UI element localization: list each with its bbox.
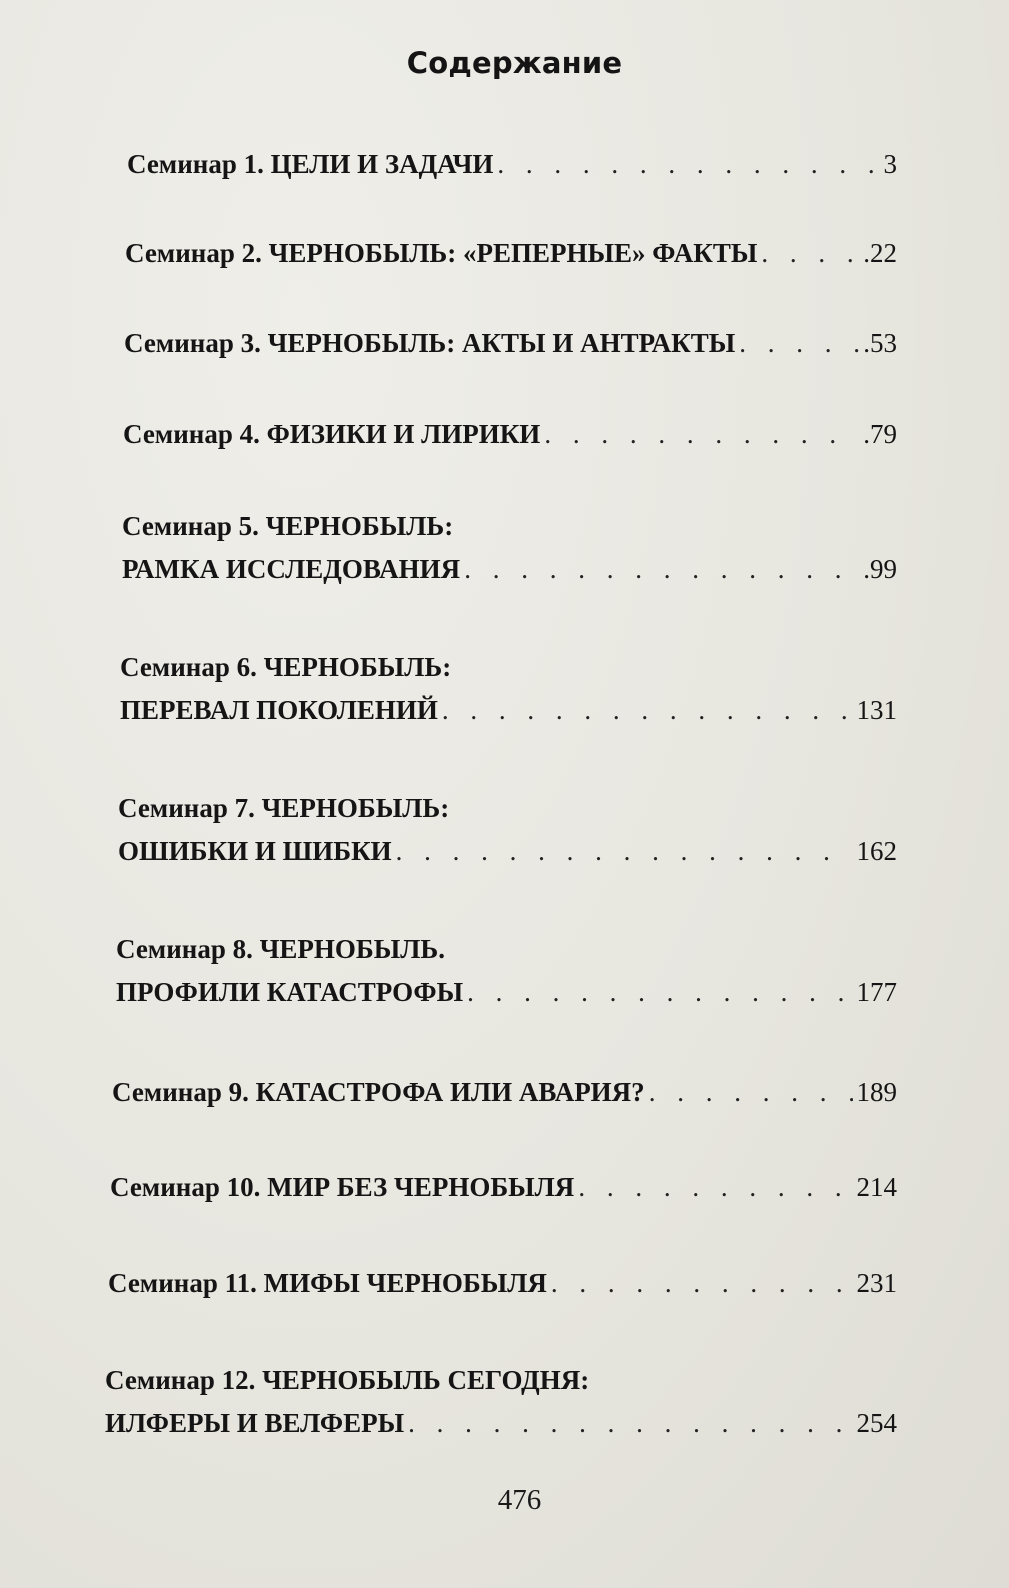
dot-leader <box>544 418 859 450</box>
toc-entry-title: ПРОФИЛИ КАТАСТРОФЫ <box>116 977 464 1007</box>
toc-line <box>110 1171 897 1203</box>
toc-line <box>118 792 897 824</box>
dot-leader <box>649 1076 853 1108</box>
toc-line <box>122 553 897 585</box>
toc-page-number: .79 <box>863 419 897 449</box>
toc-line <box>105 1407 897 1439</box>
toc-page-number: 231 <box>856 1268 897 1298</box>
toc-entry-title: Семинар 8. ЧЕРНОБЫЛЬ. <box>116 934 445 964</box>
dot-leader <box>464 553 859 585</box>
toc-line <box>127 148 897 180</box>
toc-page-number: 189 <box>856 1077 897 1107</box>
dot-leader <box>578 1171 852 1203</box>
toc-entry-10 <box>110 1171 897 1203</box>
toc-entry-title: Семинар 7. ЧЕРНОБЫЛЬ: <box>118 793 450 823</box>
toc-entry-12 <box>105 1364 897 1439</box>
toc-entry-title: ОШИБКИ И ШИБКИ <box>118 836 392 866</box>
toc-entry-title: Семинар 5. ЧЕРНОБЫЛЬ: <box>122 511 454 541</box>
toc-entry-5 <box>122 510 897 585</box>
toc-page-number: .99 <box>863 554 897 584</box>
toc-entry-title: Семинар 12. ЧЕРНОБЫЛЬ СЕГОДНЯ: <box>105 1365 590 1395</box>
dot-leader <box>551 1267 853 1299</box>
toc-line <box>118 835 897 867</box>
contents-heading: Содержание <box>406 46 623 80</box>
dot-leader <box>442 694 853 726</box>
toc-entry-7 <box>118 792 897 867</box>
dot-leader <box>497 148 879 180</box>
dot-leader <box>408 1407 852 1439</box>
toc-page-number: 131 <box>856 695 897 725</box>
toc-page-number: 3 <box>883 149 897 179</box>
toc-page-number: .22 <box>863 238 897 268</box>
toc-entry-title: Семинар 3. ЧЕРНОБЫЛЬ: АКТЫ И АНТРАКТЫ <box>124 328 736 358</box>
toc-line <box>112 1076 897 1108</box>
toc-entry-title: Семинар 10. МИР БЕЗ ЧЕРНОБЫЛЯ <box>110 1172 575 1202</box>
page-number: 476 <box>497 1484 542 1516</box>
toc-entry-4 <box>123 418 897 450</box>
toc-entry-3 <box>124 327 897 359</box>
toc-entry-title: ИЛФЕРЫ И ВЕЛФЕРЫ <box>105 1408 405 1438</box>
toc-entry-6 <box>120 651 897 726</box>
toc-line <box>108 1267 897 1299</box>
toc-entry-title: Семинар 4. ФИЗИКИ И ЛИРИКИ <box>123 419 541 449</box>
toc-page-number: 214 <box>856 1172 897 1202</box>
toc-entry-1 <box>127 148 897 180</box>
dot-leader <box>761 237 859 269</box>
toc-entry-title: Семинар 6. ЧЕРНОБЫЛЬ: <box>120 652 452 682</box>
toc-line <box>120 651 897 683</box>
toc-entry-8 <box>116 933 897 1008</box>
dot-leader <box>739 327 859 359</box>
toc-entry-2 <box>125 237 897 269</box>
toc-line <box>116 976 897 1008</box>
toc-page-number: 177 <box>856 977 897 1007</box>
toc-line <box>120 694 897 726</box>
toc-entry-9 <box>112 1076 897 1108</box>
toc-entry-title: Семинар 9. КАТАСТРОФА ИЛИ АВАРИЯ? <box>112 1077 645 1107</box>
toc-line <box>123 418 897 450</box>
toc-line <box>124 327 897 359</box>
toc-entry-11 <box>108 1267 897 1299</box>
toc-entry-title: Семинар 1. ЦЕЛИ И ЗАДАЧИ <box>127 149 494 179</box>
toc-page-number: 254 <box>856 1408 897 1438</box>
toc-line <box>116 933 897 965</box>
toc-line <box>105 1364 897 1396</box>
toc-entry-title: Семинар 11. МИФЫ ЧЕРНОБЫЛЯ <box>108 1268 547 1298</box>
toc-entry-title: ПЕРЕВАЛ ПОКОЛЕНИЙ <box>120 695 438 725</box>
dot-leader <box>396 835 853 867</box>
dot-leader <box>467 976 852 1008</box>
toc-page-number: .53 <box>863 328 897 358</box>
toc-page-number: 162 <box>856 836 897 866</box>
toc-entry-title: Семинар 2. ЧЕРНОБЫЛЬ: «РЕПЕРНЫЕ» ФАКТЫ <box>125 238 758 268</box>
toc-entry-title: РАМКА ИССЛЕДОВАНИЯ <box>122 554 461 584</box>
toc-line <box>125 237 897 269</box>
toc-line <box>122 510 897 542</box>
